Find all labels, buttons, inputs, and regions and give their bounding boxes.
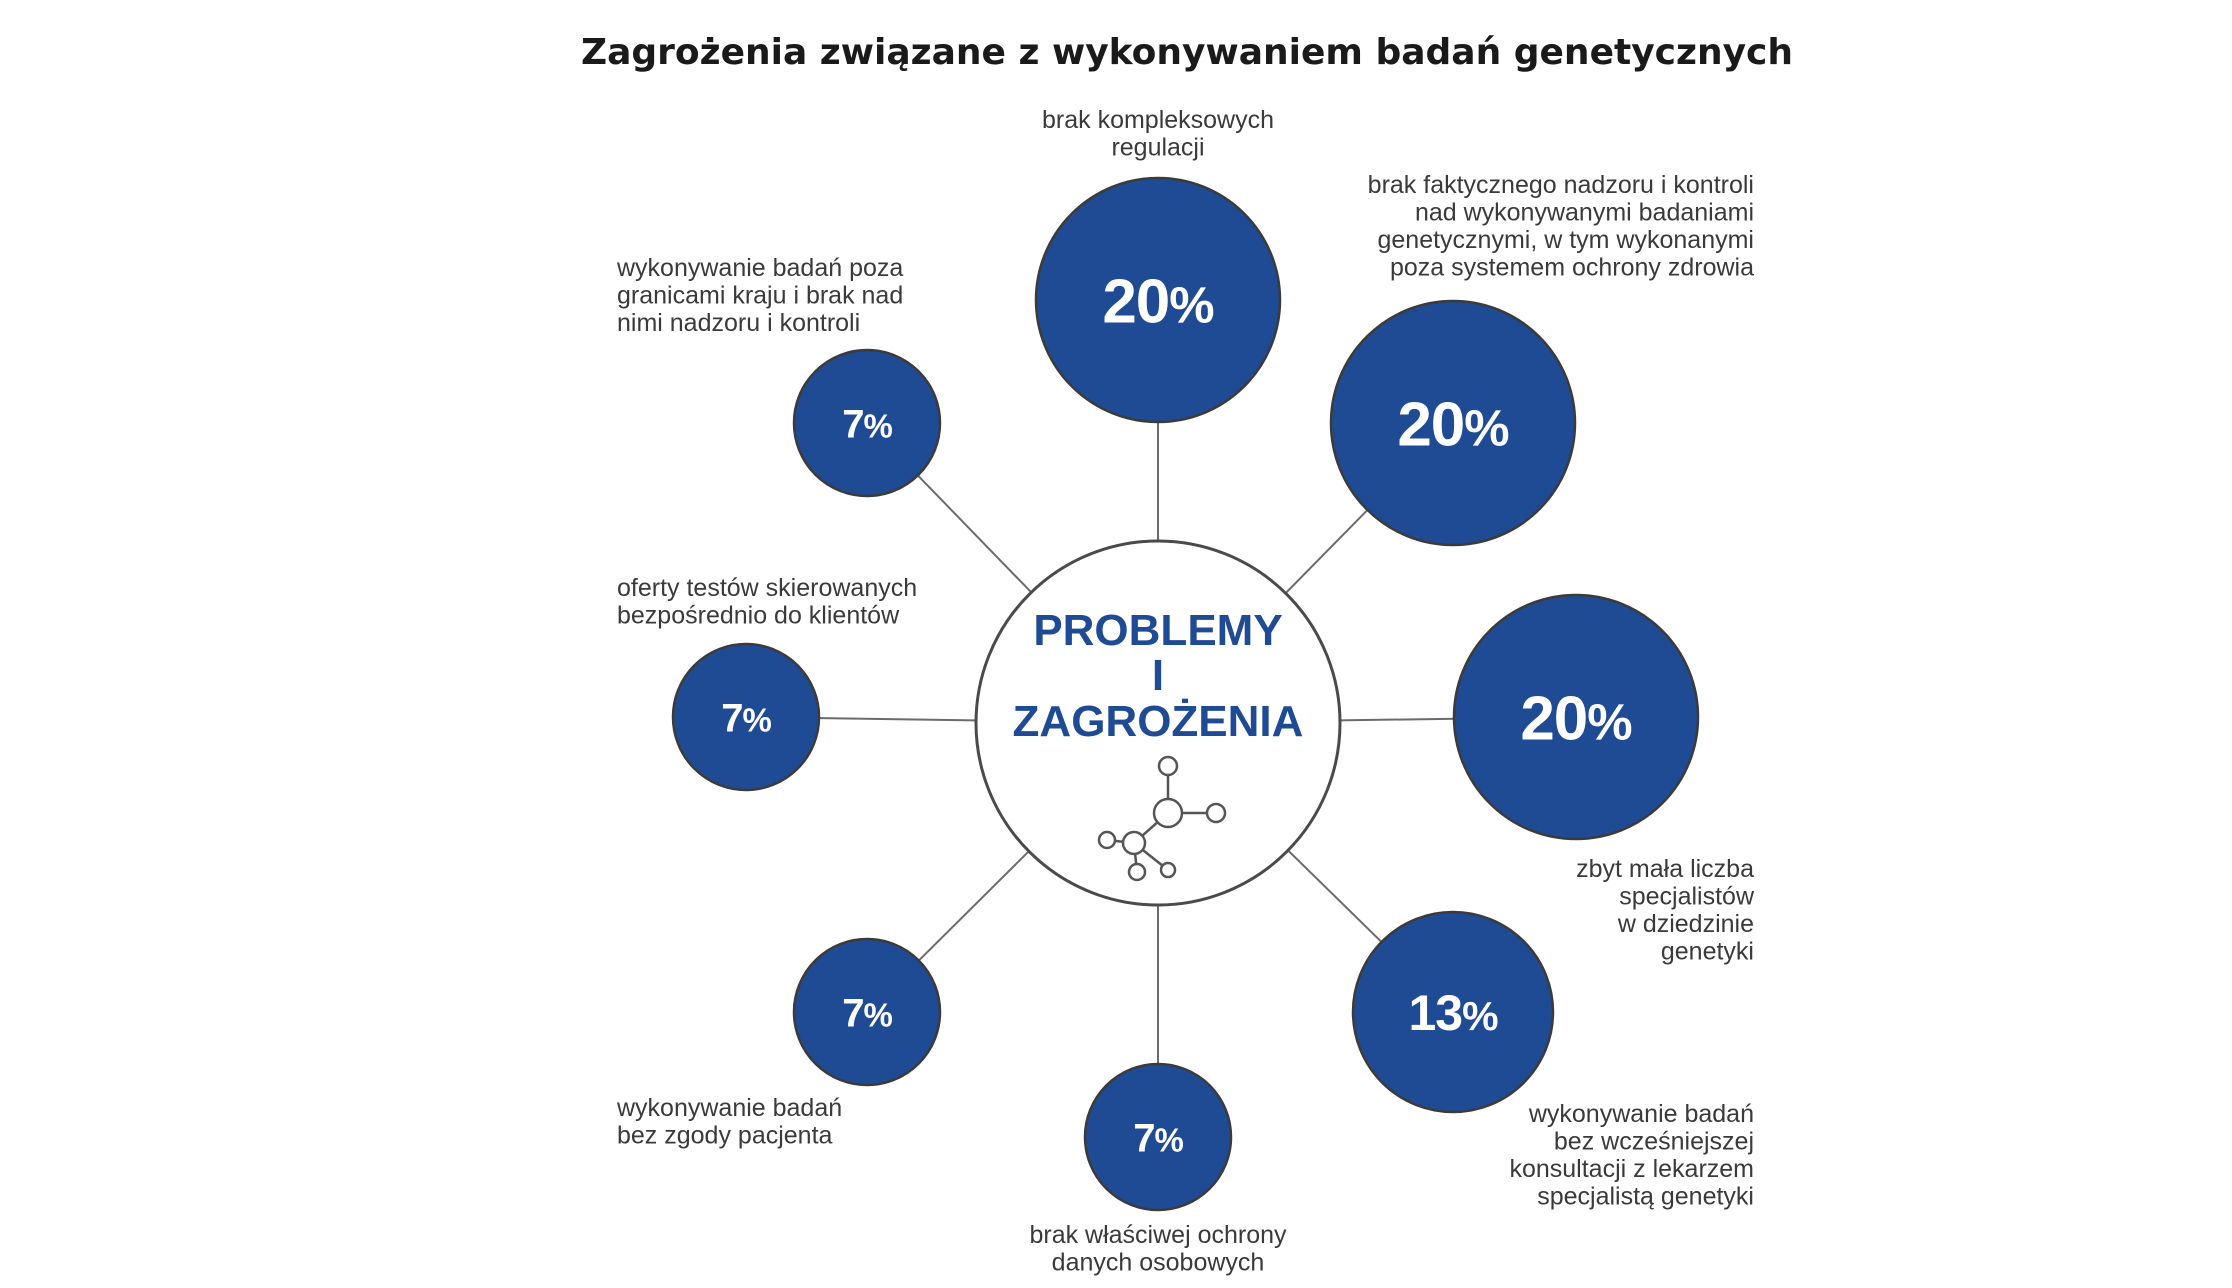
category-label: wykonywanie badań bez wcześniejszej konsultacji z lekarzem specjalistą genetyki [1509, 1100, 1754, 1211]
value-label: 20% [1520, 684, 1632, 754]
value-label: 7% [842, 991, 892, 1036]
icon-node [1161, 863, 1175, 877]
icon-node [1154, 799, 1182, 827]
category-label: oferty testów skierowanych bezpośrednio do klientów [617, 574, 918, 630]
category-label: brak kompleksowych regulacji [1041, 106, 1275, 162]
value-label: 20% [1397, 390, 1509, 460]
icon-node [1159, 757, 1177, 775]
value-label: 20% [1102, 267, 1214, 337]
chart-title: Zagrożenia związane z wykonywaniem badań genetycznych [580, 32, 1794, 73]
value-label: 7% [1133, 1116, 1183, 1161]
value-label: 13% [1408, 985, 1498, 1041]
category-label: wykonywanie badań bez zgody pacjenta [617, 1094, 843, 1150]
category-label: zbyt mała liczba specjalistów w dziedzinie genetyki [1576, 855, 1754, 966]
icon-node [1207, 804, 1225, 822]
icon-node [1129, 864, 1145, 880]
icon-node [1099, 832, 1115, 848]
value-label: 7% [842, 402, 892, 447]
center-label: PROBLEMY I ZAGROŻENIA [1012, 606, 1304, 746]
category-label: brak właściwej ochrony danych osobowych [1029, 1221, 1287, 1277]
icon-node [1123, 832, 1145, 854]
value-label: 7% [721, 696, 771, 741]
center-hub [976, 541, 1340, 905]
category-label: brak faktycznego nadzoru i kontroli nad wykonywanymi badaniami genetycznymi, w tym wykonanymi poza systemem ochrony zdrowia [1367, 171, 1754, 282]
category-label: wykonywanie badań poza granicami kraju i brak nad nimi nadzoru i kontroli [617, 254, 904, 337]
